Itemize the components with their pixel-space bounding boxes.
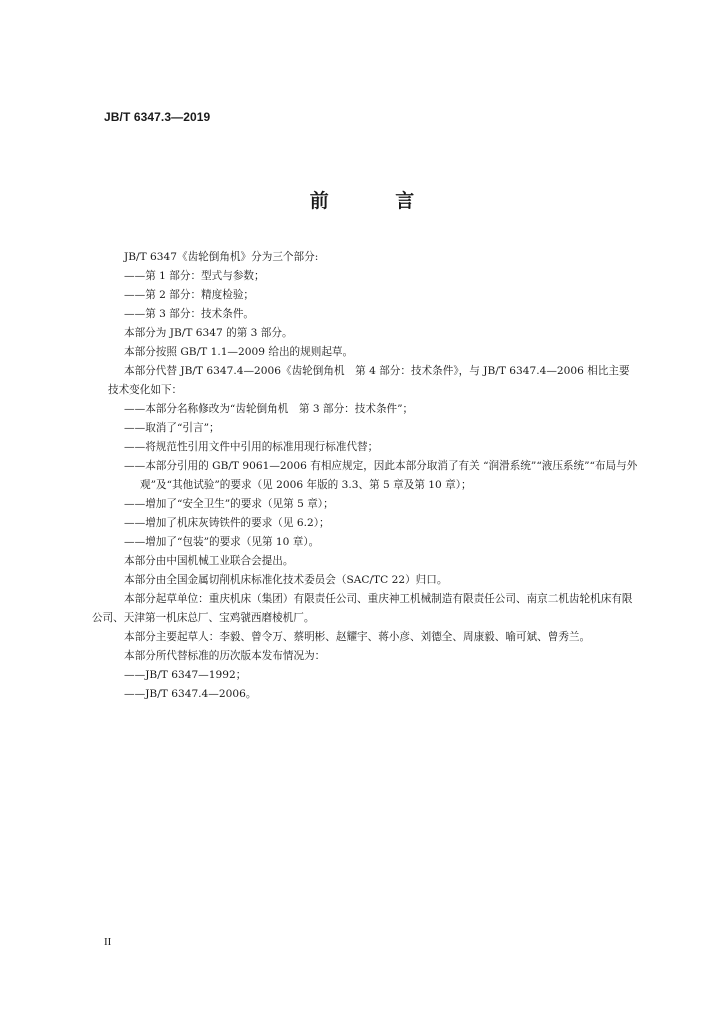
- list-item: ——增加了机床灰铸铁件的要求（见 6.2）；: [124, 517, 330, 529]
- foreword-body: [92, 248, 640, 704]
- list-item: ——增加了“安全卫生”的要求（见第 5 章）；: [124, 498, 334, 510]
- paragraph: 本部分由全国金属切削机床标准化技术委员会（SAC/TC 22）归口。: [124, 574, 448, 586]
- page-number: II: [104, 936, 112, 948]
- list-item: ——JB/T 6347—1992；: [124, 669, 247, 681]
- standard-code-header: JB/T 6347.3—2019: [104, 110, 211, 124]
- paragraph: 本部分起草单位：重庆机床（集团）有限责任公司、重庆神工机械制造有限责任公司、南京二机齿轮机床有限公司、天津第一机床总厂、宝鸡虢西磨棱机厂。: [92, 593, 633, 624]
- list-item: ——第 3 部分：技术条件。: [124, 308, 255, 320]
- paragraph: 本部分主要起草人：李毅、曾令万、蔡明彬、赵耀宇、蒋小彦、刘德全、周康毅、喻可斌、曾秀兰。: [124, 631, 591, 643]
- paragraph: 本部分代替 JB/T 6347.4—2006《齿轮倒角机 第 4 部分：技术条件》，与 JB/T 6347.4—2006 相比主要技术变化如下：: [108, 365, 630, 396]
- paragraph: JB/T 6347《齿轮倒角机》分为三个部分:: [124, 251, 319, 263]
- list-item: ——取消了“引言”；: [124, 422, 220, 434]
- paragraph: 本部分所代替标准的历次版本发布情况为：: [124, 650, 326, 662]
- list-item: ——将规范性引用文件中引用的标准用现行标准代替；: [124, 441, 379, 453]
- list-item: ——JB/T 6347.4—2006。: [124, 688, 257, 700]
- list-item: ——本部分引用的 GB/T 9061—2006 有相应规定，因此本部分取消了有关 “润滑系统”“液压系统”“布局与外观”及“其他试验”的要求（见 2006 年版的 3.3、第 5 章及第 10 章）；: [124, 460, 638, 491]
- list-item: ——第 1 部分：型式与参数；: [124, 270, 265, 282]
- list-item: ——本部分名称修改为“齿轮倒角机 第 3 部分：技术条件”；: [124, 403, 414, 415]
- paragraph: 本部分由中国机械工业联合会提出。: [124, 555, 294, 567]
- paragraph: 本部分为 JB/T 6347 的第 3 部分。: [124, 327, 293, 339]
- list-item: ——增加了“包装”的要求（见第 10 章）。: [124, 536, 320, 548]
- paragraph: 本部分按照 GB/T 1.1—2009 给出的规则起草。: [124, 346, 354, 358]
- list-item: ——第 2 部分：精度检验；: [124, 289, 255, 301]
- page-title: 前 言: [309, 190, 445, 212]
